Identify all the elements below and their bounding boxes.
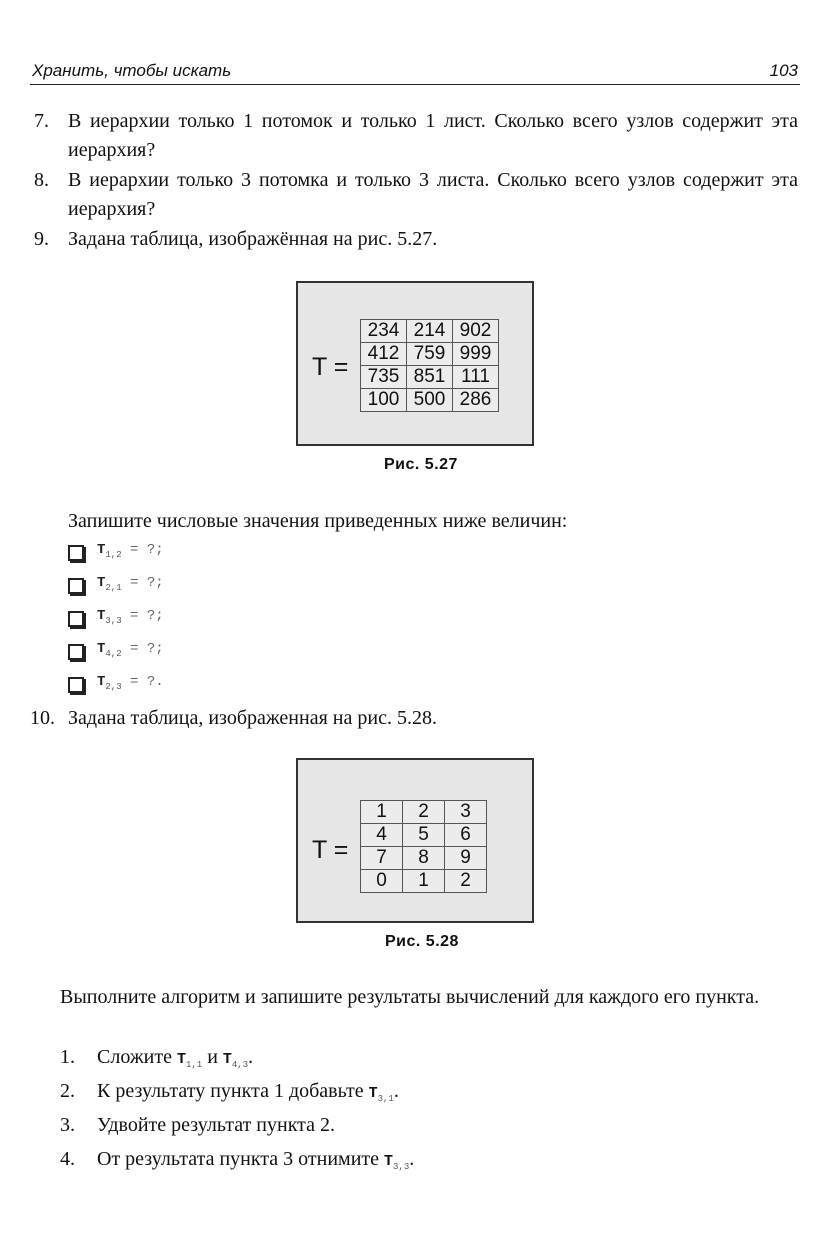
- variable-name: T: [97, 575, 106, 591]
- table-cell: 286: [453, 389, 499, 412]
- table-row: [361, 847, 487, 870]
- item-rest: = ?;: [121, 641, 164, 657]
- instruction-text: Выполните алгоритм и запишите результаты вычислений для каждого его пункта.: [60, 986, 760, 1008]
- variable-name: T: [384, 1153, 394, 1170]
- item-rest: = ?.: [121, 674, 164, 690]
- table-cell: 2: [445, 870, 487, 893]
- question-number: 9.: [34, 228, 49, 250]
- table-t: [360, 800, 487, 893]
- variable-subscript: 4,2: [105, 648, 122, 659]
- page-number: 103: [769, 61, 798, 80]
- question-number: 10.: [30, 707, 55, 729]
- variable-subscript: 3,3: [393, 1162, 410, 1172]
- table-cell: 1: [361, 801, 403, 824]
- variable-name: T: [97, 542, 106, 558]
- variable-subscript: 4,3: [231, 1060, 249, 1070]
- question-number: 7.: [34, 110, 49, 132]
- table-label: T =: [312, 836, 349, 864]
- variable-name: T: [97, 674, 106, 690]
- question-text: В иерархии только 1 потомок и только 1 лист. Сколько всего узлов содержит эта иерархия?: [68, 110, 798, 161]
- table-row: [361, 366, 499, 389]
- table-cell: 6: [445, 824, 487, 847]
- variable-name: T: [97, 608, 106, 624]
- table-cell: 500: [407, 389, 453, 412]
- question-7: [34, 107, 798, 165]
- table-cell: 234: [361, 320, 407, 343]
- variable-name: T: [97, 641, 106, 657]
- question-number: 8.: [34, 169, 49, 191]
- step-number: 1.: [60, 1046, 75, 1068]
- table-cell: 759: [407, 343, 453, 366]
- table-cell: 9: [445, 847, 487, 870]
- table-cell: 111: [453, 366, 499, 389]
- step-text: и: [202, 1046, 223, 1068]
- table-cell: 735: [361, 366, 407, 389]
- step-number: 4.: [60, 1148, 75, 1170]
- step-text: Сложите: [97, 1046, 177, 1068]
- variable-name: T: [222, 1051, 232, 1068]
- variable-subscript: 3,1: [377, 1094, 394, 1104]
- table-cell: 100: [361, 389, 407, 412]
- table-cell: 851: [407, 366, 453, 389]
- variable-name: T: [176, 1051, 186, 1068]
- table-cell: 214: [407, 320, 453, 343]
- table-cell: 999: [453, 343, 499, 366]
- table-row: [361, 824, 487, 847]
- variable-subscript: 1,2: [105, 549, 122, 560]
- table-row: [361, 870, 487, 893]
- table-cell: 5: [403, 824, 445, 847]
- figure-5-27: [296, 281, 534, 446]
- table-cell: 1: [403, 870, 445, 893]
- item-rest: = ?;: [121, 608, 164, 624]
- figure-caption: Рис. 5.28: [385, 933, 459, 950]
- step-text: К результату пункта 1 добавьте: [97, 1080, 369, 1102]
- table-label: T =: [312, 353, 349, 381]
- table-cell: 8: [403, 847, 445, 870]
- question-8: [34, 166, 798, 224]
- step-number: 3.: [60, 1114, 75, 1136]
- table-cell: 4: [361, 824, 403, 847]
- table-row: [361, 343, 499, 366]
- table-cell: 2: [403, 801, 445, 824]
- question-10: [30, 704, 794, 733]
- question-text: Задана таблица, изображённая на рис. 5.27.: [68, 228, 438, 250]
- table-row: [361, 389, 499, 412]
- table-row: [361, 320, 499, 343]
- step-text: .: [409, 1148, 415, 1170]
- figure-caption: Рис. 5.27: [384, 456, 458, 473]
- step-number: 2.: [60, 1080, 75, 1102]
- step-text: .: [248, 1046, 254, 1068]
- variable-subscript: 1,1: [185, 1060, 203, 1070]
- table-cell: 7: [361, 847, 403, 870]
- step-text: Удвойте результат пункта 2.: [97, 1114, 336, 1136]
- variable-name: T: [368, 1085, 378, 1102]
- step-text: От результата пункта 3 отнимите: [97, 1148, 385, 1170]
- figure-5-28: [296, 758, 534, 923]
- step-text: .: [393, 1080, 399, 1102]
- table-row: [361, 801, 487, 824]
- question-9: [34, 225, 798, 254]
- checkbox-bullet-icon: [68, 545, 84, 561]
- variable-subscript: 2,1: [105, 582, 122, 593]
- question-text: Задана таблица, изображенная на рис. 5.28.: [68, 707, 437, 729]
- checkbox-bullet-icon: [68, 578, 84, 594]
- table-cell: 902: [453, 320, 499, 343]
- question-text: В иерархии только 3 потомка и только 3 листа. Сколько всего узлов содержит эта иерархия?: [68, 169, 798, 220]
- running-title: Хранить, чтобы искать: [32, 61, 232, 80]
- table-t: [360, 319, 499, 412]
- item-rest: = ?;: [121, 575, 164, 591]
- checkbox-bullet-icon: [68, 644, 84, 660]
- instruction-text: Запишите числовые значения приведенных ниже величин:: [68, 510, 568, 532]
- table-cell: 0: [361, 870, 403, 893]
- variable-subscript: 3,3: [105, 615, 122, 626]
- item-rest: = ?;: [121, 542, 164, 558]
- variable-subscript: 2,3: [105, 681, 122, 692]
- checkbox-bullet-icon: [68, 611, 84, 627]
- running-header: [30, 56, 800, 85]
- checkbox-bullet-icon: [68, 677, 84, 693]
- table-cell: 3: [445, 801, 487, 824]
- table-cell: 412: [361, 343, 407, 366]
